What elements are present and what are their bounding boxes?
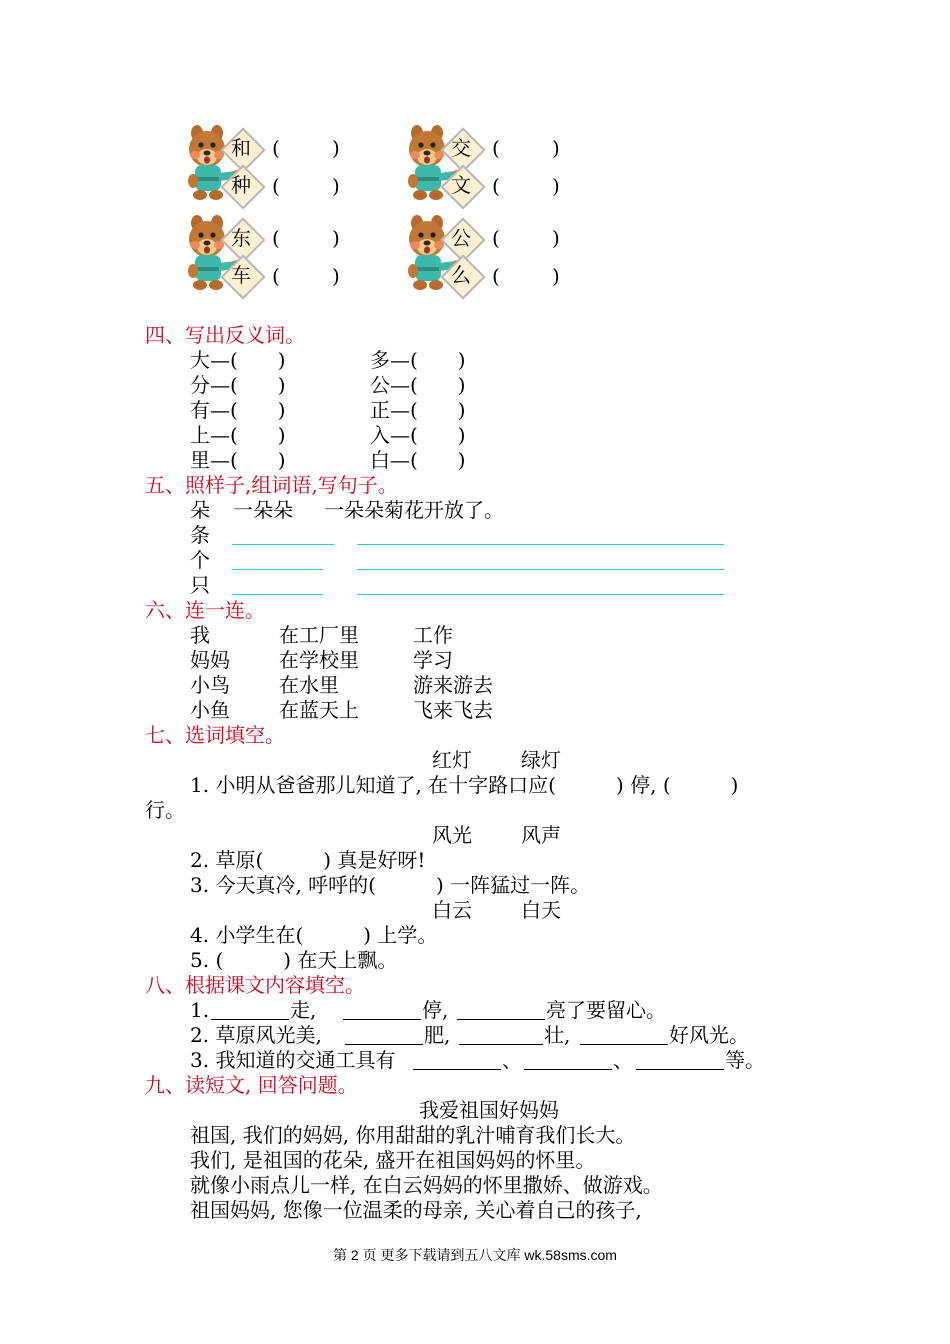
paren-close: ) (552, 264, 560, 288)
q1-part: 亮了要留心。 (546, 998, 666, 1022)
answer-blank[interactable] (636, 1069, 724, 1070)
q1-part: 停, (422, 998, 449, 1022)
answer-blank[interactable] (345, 1044, 423, 1045)
word-answer-line[interactable] (232, 594, 323, 595)
paren-open: ( (492, 264, 500, 288)
fill-question: 1. 小明从爸爸那儿知道了, 在十字路口应( ) 停, ( ) (190, 773, 739, 797)
match-col1-item: 小鱼 (190, 698, 230, 722)
bear-char-bottom: 文 (451, 173, 471, 197)
answer-blank[interactable] (457, 1019, 545, 1020)
word-choice: 红灯 (432, 748, 472, 772)
match-col3-item: 飞来飞去 (413, 698, 493, 722)
section9-title: 九、读短文, 回答问题。 (145, 1073, 358, 1097)
paren-close: ) (552, 174, 560, 198)
fill-question: 4. 小学生在( ) 上学。 (190, 923, 438, 947)
antonym-item: 有—( ) (190, 398, 286, 422)
practice-char: 条 (190, 523, 210, 547)
poem-line: 我们, 是祖国的花朵, 盛开在祖国妈妈的怀里。 (190, 1148, 596, 1172)
antonym-item: 分—( ) (190, 373, 286, 397)
poem-title: 我爱祖国好妈妈 (419, 1098, 559, 1122)
sentence-answer-line[interactable] (357, 544, 724, 545)
paren-close: ) (332, 136, 340, 160)
q2-part: 好风光。 (669, 1023, 749, 1047)
bear-char-top: 和 (231, 136, 251, 160)
q3-start: 3. 我知道的交通工具有 (190, 1048, 396, 1072)
bear-char-bottom: 么 (451, 263, 471, 287)
q2-start: 2. 草原风光美, (190, 1023, 322, 1047)
q2-part: 壮, (544, 1023, 571, 1047)
sentence-answer-line[interactable] (357, 594, 724, 595)
answer-blank[interactable] (459, 1044, 543, 1045)
antonym-item: 正—( ) (370, 398, 466, 422)
bear-char-bottom: 车 (231, 263, 251, 287)
fill-question-cont: 行。 (145, 798, 185, 822)
page-footer: 第 2 页 更多下载请到五八文库 wk.58sms.com (333, 1247, 617, 1263)
section7-title: 七、选词填空。 (145, 723, 285, 747)
practice-char: 个 (190, 548, 210, 572)
word-choice: 绿灯 (521, 748, 561, 772)
bear-char-top: 交 (451, 136, 471, 160)
answer-blank[interactable] (413, 1069, 501, 1070)
answer-blank[interactable] (211, 1019, 289, 1020)
paren-open: ( (492, 136, 500, 160)
q2-part: 肥, (424, 1023, 451, 1047)
paren-open: ( (492, 174, 500, 198)
match-col1-item: 我 (190, 623, 210, 647)
fill-question: 5. ( ) 在天上飘。 (190, 948, 398, 972)
section8-title: 八、根据课文内容填空。 (145, 973, 365, 997)
q1-number: 1. (190, 998, 210, 1022)
antonym-item: 公—( ) (370, 373, 466, 397)
answer-blank[interactable] (343, 1019, 421, 1020)
paren-open: ( (272, 174, 280, 198)
paren-close: ) (552, 226, 560, 250)
section5-title: 五、照样子,组词语,写句子。 (145, 473, 398, 497)
paren-open: ( (492, 226, 500, 250)
bear-char-top: 公 (451, 226, 471, 250)
match-col1-item: 妈妈 (190, 648, 230, 672)
word-answer-line[interactable] (232, 544, 334, 545)
paren-close: ) (552, 136, 560, 160)
section6-title: 六、连一连。 (145, 598, 265, 622)
poem-line: 祖国, 我们的妈妈, 你用甜甜的乳汁哺育我们长大。 (190, 1123, 636, 1147)
antonym-item: 上—( ) (190, 423, 286, 447)
poem-line: 就像小雨点儿一样, 在白云妈妈的怀里撒娇、做游戏。 (190, 1173, 663, 1197)
poem-line: 祖国妈妈, 您像一位温柔的母亲, 关心着自己的孩子, (190, 1198, 642, 1222)
sentence-answer-line[interactable] (357, 569, 724, 570)
match-col3-item: 学习 (413, 648, 453, 672)
match-col2-item: 在学校里 (279, 648, 359, 672)
match-col3-item: 游来游去 (413, 673, 493, 697)
antonym-item: 入—( ) (370, 423, 466, 447)
paren-open: ( (272, 136, 280, 160)
word-choice: 白云 (432, 898, 472, 922)
paren-close: ) (332, 264, 340, 288)
example-sentence: 一朵朵菊花开放了。 (324, 498, 504, 522)
antonym-item: 里—( ) (190, 448, 286, 472)
paren-open: ( (272, 264, 280, 288)
section4-title: 四、写出反义词。 (145, 323, 305, 347)
q3-end: 等。 (725, 1048, 765, 1072)
match-col1-item: 小鸟 (190, 673, 230, 697)
antonym-item: 大—( ) (190, 348, 286, 372)
match-col2-item: 在工厂里 (279, 623, 359, 647)
answer-blank[interactable] (524, 1069, 612, 1070)
q1-part: 走, (290, 998, 317, 1022)
word-choice: 风光 (432, 823, 472, 847)
word-answer-line[interactable] (232, 569, 323, 570)
paren-open: ( (272, 226, 280, 250)
q3-separator: 、 (613, 1048, 633, 1072)
bear-char-bottom: 种 (231, 173, 251, 197)
bear-char-top: 东 (231, 226, 251, 250)
antonym-item: 多—( ) (370, 348, 466, 372)
antonym-item: 白—( ) (370, 448, 466, 472)
fill-question: 3. 今天真冷, 呼呼的( ) 一阵猛过一阵。 (190, 873, 591, 897)
practice-char: 只 (190, 573, 210, 597)
example-word: 一朵朵 (233, 498, 293, 522)
example-char: 朵 (190, 498, 210, 522)
match-col2-item: 在水里 (279, 673, 339, 697)
match-col2-item: 在蓝天上 (279, 698, 359, 722)
word-choice: 白天 (521, 898, 561, 922)
paren-close: ) (332, 174, 340, 198)
word-choice: 风声 (521, 823, 561, 847)
match-col3-item: 工作 (413, 623, 453, 647)
q3-separator: 、 (502, 1048, 522, 1072)
paren-close: ) (332, 226, 340, 250)
fill-question: 2. 草原( ) 真是好呀! (190, 848, 426, 872)
answer-blank[interactable] (580, 1044, 668, 1045)
